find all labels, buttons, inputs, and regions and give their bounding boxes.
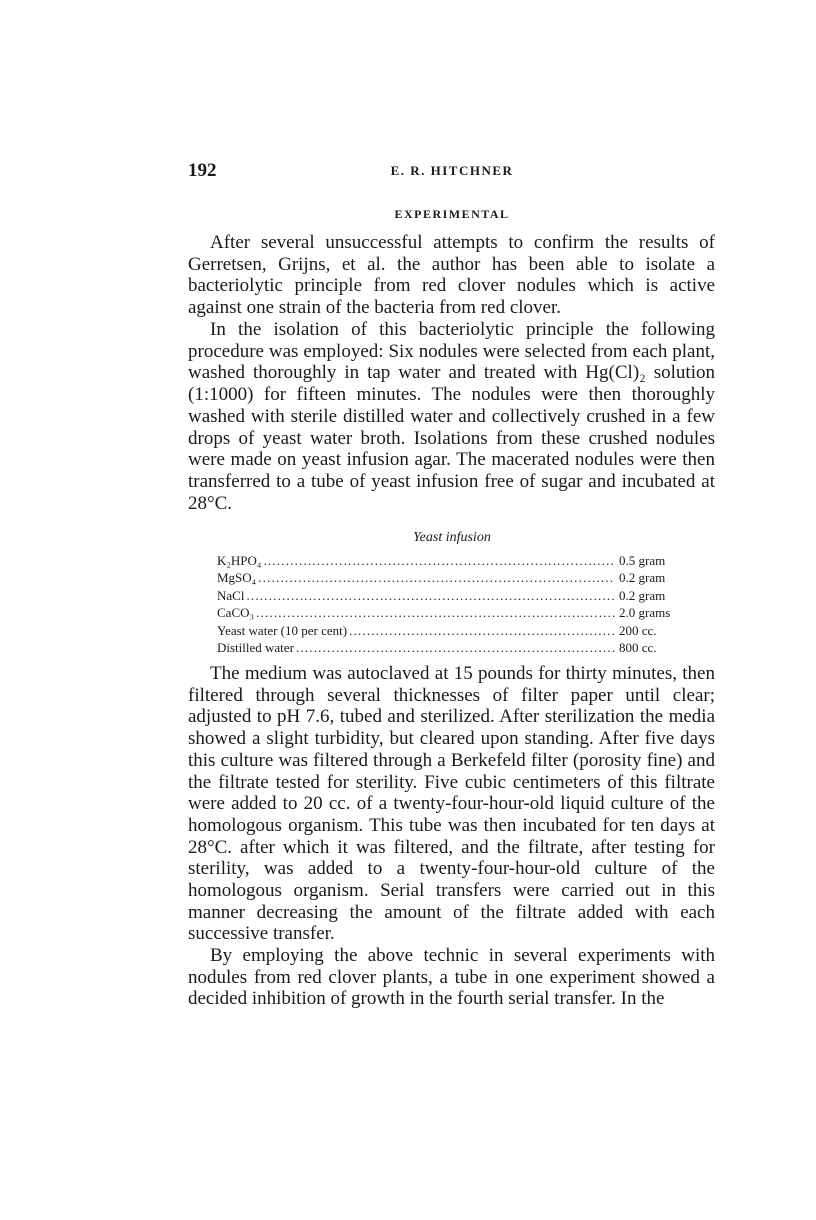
table-caption: Yeast infusion [413, 530, 491, 545]
ingredient-amount: 0.2 gram [619, 570, 666, 586]
page-header [188, 160, 716, 184]
body-paragraph: The medium was autoclaved at 15 pounds for thirty minutes, then filtered through several thicknesses of filter paper until clear; adjusted to pH 7.6, tubed and sterilized. After sterilization the media showed a slight turbidity, but cleared upon standing. After five days this culture was filtered through a Berkefeld filter (porosity fine) and the filtrate tested for sterility. Five cubic centimeters of this filtrate were added to 20 cc. of a twenty-four-hour-old liquid culture of the homologous organism. This tube was then incubated for ten days at 28°C. after which it was filtered, and the filtrate, after testing for sterility, was added to a twenty-four-hour-old culture of the homologous organism. Serial transfers were carried out in this manner decreasing the amount of the filtrate added with each successive transfer. [188, 663, 715, 945]
ingredient-row [217, 587, 687, 604]
dot-leader [349, 622, 615, 639]
ingredient-row [217, 622, 687, 639]
section-heading: EXPERIMENTAL [394, 207, 510, 221]
ingredient-amount: 0.5 gram [619, 553, 666, 568]
ingredient-amount: 2.0 grams [619, 605, 671, 621]
ingredient-amount: 0.2 gram [619, 587, 666, 603]
dot-leader [258, 569, 615, 586]
ingredient-name: K₂HPO₄ [217, 553, 262, 568]
dot-leader [246, 587, 615, 604]
ingredient-row [217, 639, 687, 656]
dot-leader [256, 604, 615, 621]
ingredient-row [217, 552, 687, 569]
body-paragraph: By employing the above technic in several experiments with nodules from red clover plants, a tube in one experiment showed a decided inhibition of growth in the fourth serial transfer. In the [188, 945, 715, 1010]
ingredient-row [217, 604, 687, 621]
ingredient-amount: 800 cc. [619, 639, 657, 655]
body-paragraph: After several unsuccessful attempts to confirm the results of Gerretsen, Grijns, et al. the author has been able to isolate a bacteriolytic principle from red clover nodules which is active against one strain of the bacteria from red clover. [188, 232, 715, 319]
page-number: 192 [188, 160, 217, 181]
dot-leader [296, 639, 615, 656]
ingredient-amount: 200 cc. [619, 622, 657, 638]
dot-leader [263, 552, 615, 569]
ingredient-name: Yeast water (10 per cent) [217, 622, 348, 638]
ingredient-table [217, 552, 687, 656]
ingredient-name: NaCl [217, 587, 245, 603]
running-head-author: E. R. HITCHNER [390, 163, 514, 178]
body-paragraph: In the isolation of this bacteriolytic principle the following procedure was employed: Six nodules were selected from each plant, washed thoroughly in tap water and treated with Hg(Cl)₂ solution (1:1000) for fifteen minutes. The nodules were then thoroughly washed with sterile distilled water and collectively crushed in a few drops of yeast water broth. Isolations from these crushed nodules were made on yeast infusion agar. The macerated nodules were then transferred to a tube of yeast infusion free of sugar and incubated at 28°C. [188, 319, 715, 514]
ingredient-name: Distilled water [217, 639, 294, 655]
ingredient-name: CaCO₃ [217, 605, 255, 621]
ingredient-name: MgSO₄ [217, 570, 257, 586]
ingredient-row [217, 569, 687, 586]
